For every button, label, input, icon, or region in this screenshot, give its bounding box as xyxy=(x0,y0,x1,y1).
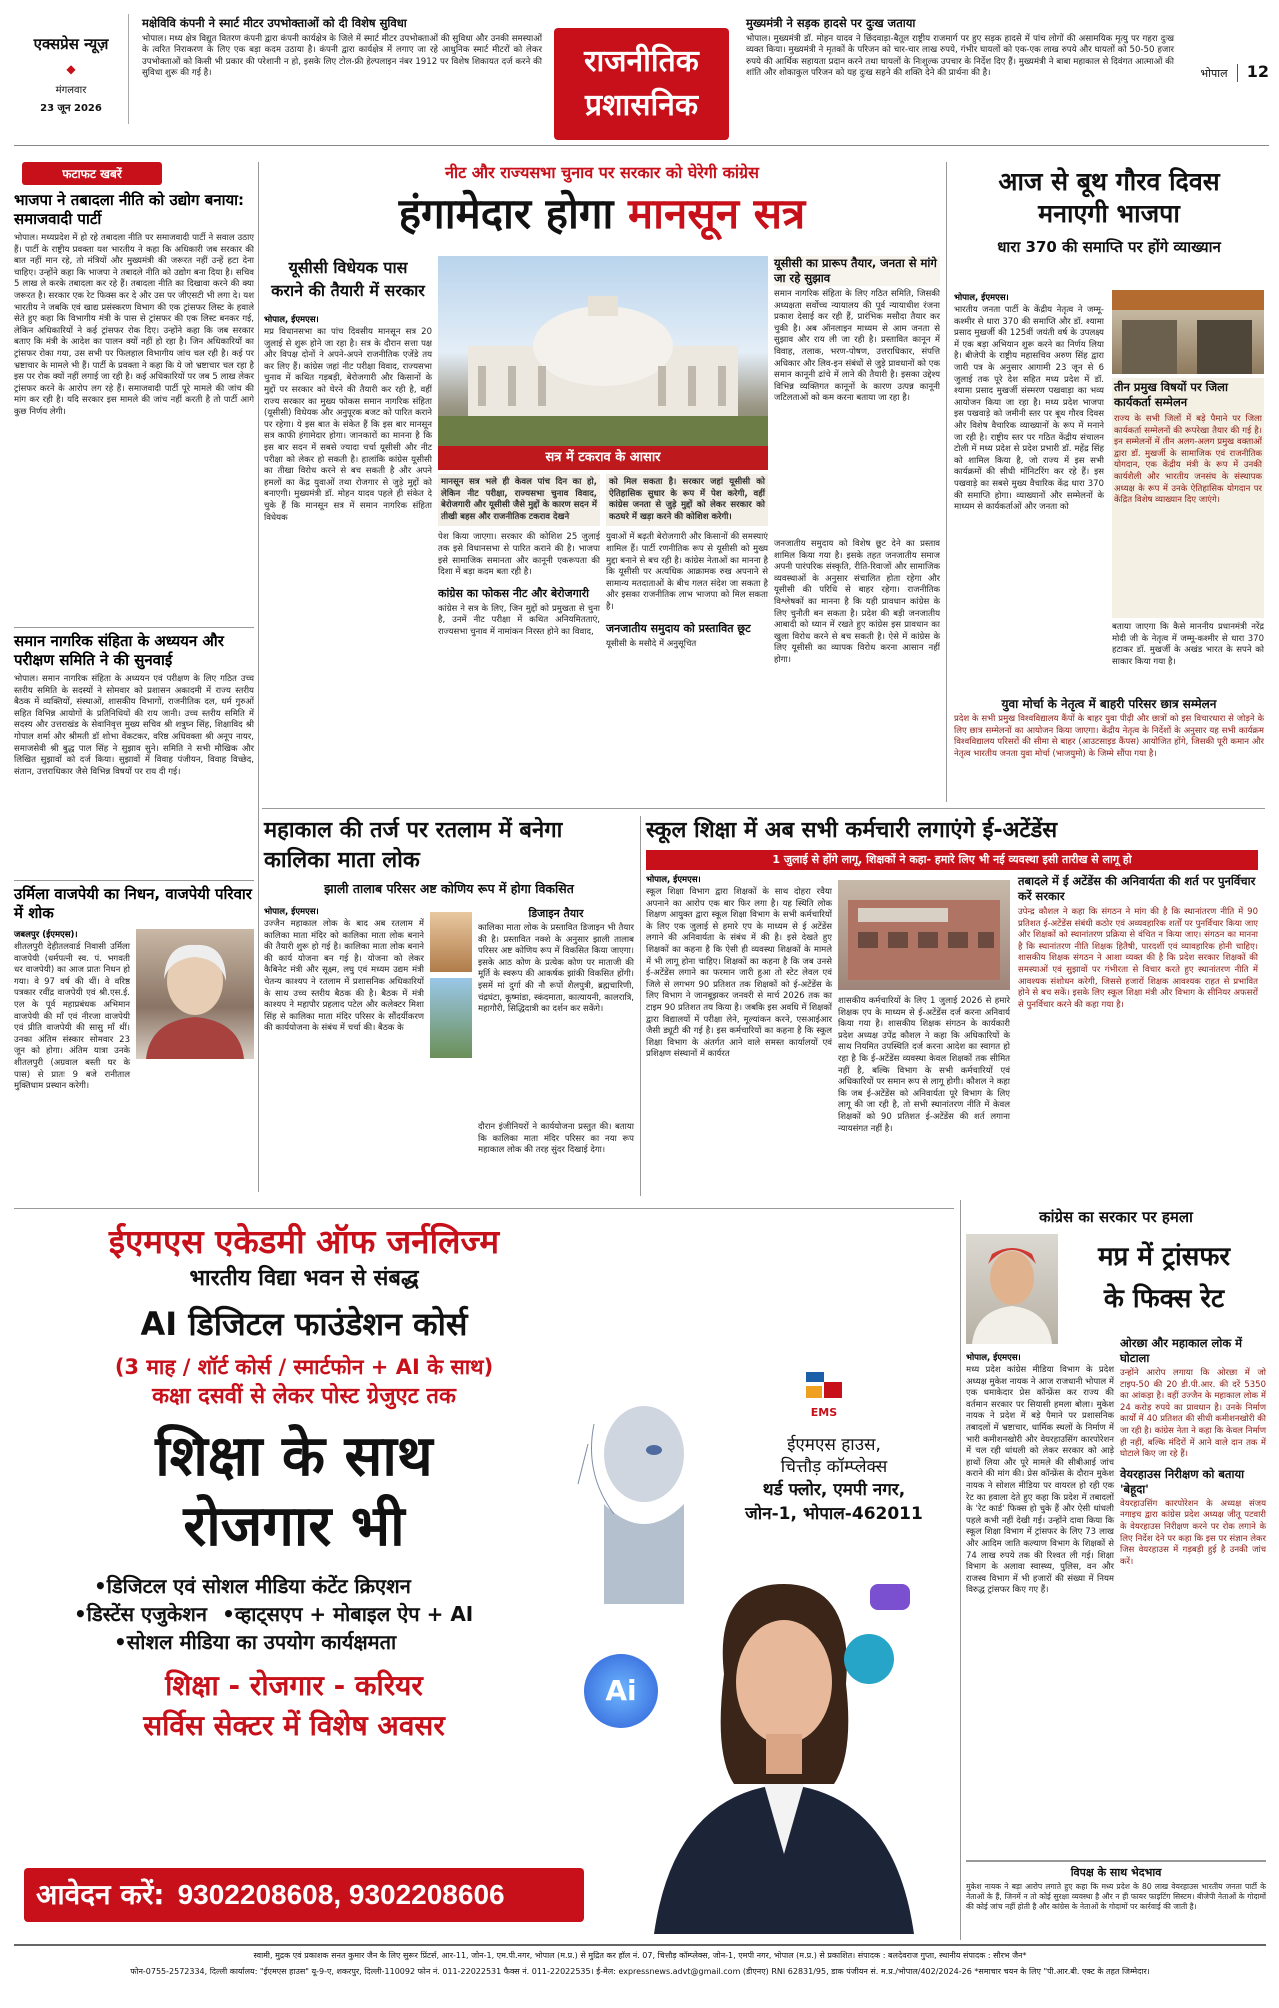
imprint-footer xyxy=(14,1950,1266,2000)
lead-dateline: भोपाल, ईएमएस। xyxy=(264,315,319,325)
ad-phones: 9302208608, 9302208606 xyxy=(177,1879,505,1910)
story-3-title: उर्मिला वाजपेयी का निधन, वाजपेयी परिवार में शोक xyxy=(14,885,252,922)
bjp-sub-box xyxy=(954,696,1264,806)
school-col-1 xyxy=(646,874,832,1196)
ad-address-3: थर्ड फ्लोर, एमपी नगर, xyxy=(762,1480,906,1500)
transfer-side-title: ओरछा और महाकाल लोक में घोटाला xyxy=(1120,1336,1243,1365)
ad-slogan-2: रोजगार भी xyxy=(183,1494,405,1559)
school-col-2 xyxy=(838,996,1010,1196)
brief-2 xyxy=(746,16,1174,126)
ad-bullet-2: •डिस्टेंस एजुकेशन xyxy=(74,1602,207,1626)
chat-bubble-icon xyxy=(870,1584,910,1610)
lead-right-title: यूसीसी का प्रारूप तैयार, जनता से मांगे जा रहे सुझाव xyxy=(774,256,940,286)
bjp-dateline: भोपाल, ईएमएस। xyxy=(954,293,1009,303)
school-title: स्कूल शिक्षा में अब सभी कर्मचारी लगाएंगे ई-अटेंडेंस xyxy=(646,818,1058,843)
bjp-title-1: आज से बूथ गौरव दिवस xyxy=(998,167,1220,196)
transfer-dateline: भोपाल, ईएमएस। xyxy=(966,1353,1021,1363)
section-label-box xyxy=(554,28,729,140)
lead-col3-bottom: युवाओं में बढ़ती बेरोजगारी और किसानों की समस्याएं शामिल हैं। पार्टी रणनीतिक रूप से यूसीसी को मुख्य मुद्दा बनाने से बच रही है। कांग्रेस नेताओं का मानना है कि यूसीसी पर अत्यधिक आक्रामक रुख अपनाने से सामान्य मतदाताओं के बीच गलत संदेश जा सकता है और इसका राजनीतिक लाभ भाजपा को मिल सकता है। xyxy=(606,532,768,612)
ad-tag-1: शिक्षा - रोजगार - करियर xyxy=(165,1669,423,1702)
city-page xyxy=(1184,62,1269,92)
mahakal-subtitle: झाली तालाब परिसर अष्ट कोणिय रूप में होगा विकसित xyxy=(324,881,574,896)
ad-eligibility: कक्षा दसवीं से लेकर पोस्ट ग्रेजुएट तक xyxy=(152,1384,456,1409)
bottom-kicker: विपक्ष के साथ भेदभाव xyxy=(1070,1866,1162,1879)
mahakal-story xyxy=(264,816,634,1236)
ems-advertisement xyxy=(14,1214,954,1934)
logo-mark-icon: ◆ xyxy=(66,62,76,76)
brief-1 xyxy=(142,16,542,126)
city: भोपाल xyxy=(1200,67,1228,80)
lead-side-title: यूसीसी विधेयक पास कराने की तैयारी में सरकार xyxy=(271,258,425,300)
transfer-col-1 xyxy=(966,1352,1114,1936)
lead-kicker: नीट और राज्यसभा चुनाव पर सरकार को घेरेगी कांग्रेस xyxy=(445,163,759,182)
school-body-1: स्कूल शिक्षा विभाग द्वारा शिक्षकों के साथ दोहरा रवैया अपनाने का आरोप एक बार फिर लगा है। यह स्थिति लोक शिक्षण आयुक्त द्वारा स्कूल शिक्षा विभाग के सभी कर्मचारियों के लिए एक जुलाई से हमारे एप के माध्यम से ई अटेंडेंस लगाने की अनिवार्यता के संबंध में की है। इसे देखते हुए शिक्षकों का कहना है कि ऐसी ही व्यवस्था शिक्षकों के मामले में भी लागू होना चाहिए। शिक्षकों का कहना है कि जब उनसे ई-अटेंडेंस लगाने का फरमान जारी हुआ तो स्टेट लेवल एवं जिले से लगभग 90 प्रतिशत तक शिक्षकों को ई-अटेंडेंस के लिए विभाग ने जानबूझकर जनवरी से मार्च 2026 तक का टाइम 90 प्रतिशत तय किया है। जबकि इस अवधि में शिक्षकों द्वारा विद्यालयों में परीक्षा लेने, मूल्यांकन करने, एसआईआर जैसी ड्यूटी की गई है। इस कर्मचारियों का कहना है कि स्कूल शिक्षा विभाग के अंतर्गत आने वाले समस्त कार्यालयों एवं प्रशिक्षण संस्थानों में कार्यरत xyxy=(646,887,832,1060)
transfer-bottom-full xyxy=(966,1860,1266,1862)
story-1-title: भाजपा ने तबादला नीति को उद्योग बनाया: समाजवादी पार्टी xyxy=(14,191,245,228)
paper-name: एक्सप्रेस न्यूज़ xyxy=(33,35,109,53)
lead-col3-top: को मिल सकता है। सरकार जहां यूसीसी को ऐतिहासिक सुधार के रूप में पेश करेगी, वहीं कांग्रेस जनता से जुड़े मुद्दों को लेकर सरकार को कठघरे में खड़ा करने की कोशिश करेगी। xyxy=(606,474,768,526)
obituary-photo xyxy=(136,929,254,1059)
imprint-line-1: स्वामी, मुद्रक एवं प्रकाशक सनत कुमार जैन के लिए सुरूर प्रिंटर्स, आर-11, जोन-1, एम.पी.नगर, भोपाल (म.प्र.) से मुद्रित कर हॉल नं. 07, चित्तौड़ कॉम्प्लेक्स, जोन-1, एमपी नगर, भोपाल (म.प्र.) से प्रकाशित। संपादक : बलदेवराज गुप्ता, स्थानीय संपादक : सौरभ जैन* xyxy=(253,1951,1027,1960)
school-banner: 1 जुलाई से होंगे लागू, शिक्षकों ने कहा- हमारे लिए भी नई व्यवस्था इसी तारीख से लागू हो xyxy=(646,850,1258,870)
school-side-body: उपेन्द्र कौशल ने कहा कि संगठन ने मांग की है कि स्थानांतरण नीति में 90 प्रतिशत ई-अटेंडेंस संबंधी कठोर एवं अव्यवहारिक शर्तों पर पुनर्विचार किया जाए और शिक्षकों को स्थानांतरण प्रक्रिया से वंचित न किया जाए। संगठन का मानना है कि स्थानांतरण नीति शिक्षक हितैषी, पारदर्शी एवं व्यावहारिक होनी चाहिए। शासकीय शिक्षक संगठन ने आशा व्यक्त की है कि प्रदेश सरकार शिक्षकों की समस्याओं एवं सुझावों पर गंभीरता से विचार करते हुए स्थानांतरण नीति में आवश्यक संशोधन करेगी, जिससे हजारों शिक्षक आवश्यक राहत से प्रभावित होने से बच सकें। इसके लिए स्कूल शिक्षा मंत्री और विभाग के सीनियर अफसरों से पुनर्विचार करने की कहा गया है। xyxy=(1018,907,1258,1010)
transfer-body: मध्य प्रदेश कांग्रेस मीडिया विभाग के प्रदेश अध्यक्ष मुकेश नायक ने आज राजधानी भोपाल में एक धमाकेदार प्रेस कॉन्फ्रेंस कर राज्य की वर्तमान सरकार पर सियासी हमला बोला। मुकेश नायक ने प्रदेश में बड़े पैमाने पर प्रशासनिक तबादलों में भ्रष्टाचार, धार्मिक स्थलों के निर्माण में भारी कमीशनखोरी और वेयरहाउसिंग कारपोरेशन में चल रही धांधली को लेकर सरकार को आड़े हाथों लिया और पूरे मामले की सीबीआई जांच कराने की मांग की। प्रेस कॉन्फ्रेंस के दौरान मुकेश नायक ने सोशल मीडिया पर वायरल हो रही एक रेट का हवाला देते हुए कहा कि प्रदेश में तबादलों के 'रेट कार्ड' फिक्स हो चुके हैं और ऐसी धांधली पहले कभी नहीं देखी गई। उन्होंने दावा किया कि स्कूल शिक्षा विभाग में ट्रांसफर के लिए 73 लाख और आदिम जाति कल्याण विभाग के शिक्षकों से 74 लाख रुपये तक की रिश्वत ली गई। शिक्षा विभाग के अलावा स्वास्थ्य, पुलिस, वन और राजस्व विभाग में भी हजारों की संख्या में नियम विरुद्ध ट्रांसफर किए गए हैं। xyxy=(966,1365,1114,1596)
ad-bullet-3: •व्हाट्सएप + मोबाइल ऐप + AI xyxy=(222,1602,474,1626)
ad-bullet-1: •डिजिटल एवं सोशल मीडिया कंटेंट क्रिएशन xyxy=(94,1574,411,1598)
woman-graphic xyxy=(634,1554,934,1934)
lead-story xyxy=(264,162,940,792)
kalika-photo xyxy=(430,912,472,972)
mahakal-col-1 xyxy=(264,906,424,1196)
bjp-sub-title: युवा मोर्चा के नेतृत्व में बाहरी परिसर छात्र सम्मेलन xyxy=(1001,697,1217,711)
bjp-photo xyxy=(1112,290,1264,374)
ems-logo-text: EMS xyxy=(810,1406,838,1419)
page-number: 12 xyxy=(1246,62,1269,81)
ad-affiliation: भारतीय विद्या भवन से संबद्ध xyxy=(189,1266,419,1291)
bjp-story xyxy=(954,166,1264,806)
brief-1-body: भोपाल। मध्य क्षेत्र विद्युत वितरण कंपनी द्वारा कंपनी कार्यक्षेत्र के जिले में स्मार्ट मीटर उपभोक्ताओं की सुविधा और उनकी समस्याओं के त्वरित निराकरण के लिए एक बड़ा कदम उठाया है। कंपनी द्वारा कार्यक्षेत्र में लगाए जा रहे आधुनिक स्मार्ट मीटरों को लेकर उपभोक्ताओं को किसी भी प्रकार की परेशानी न हो, इसके लिए टोल-फ्री हेल्पलाइन नंबर 1912 पर विशेष शिकायत दर्ज करने की सुविधा शुरू की गई है। xyxy=(142,34,542,78)
ad-slogan-1: शिक्षा के साथ xyxy=(155,1424,433,1489)
day: मंगलवार xyxy=(55,85,87,96)
lead-col2-bottom: पेश किया जाएगा। सरकार की कोशिश 25 जुलाई तक इसे विधानसभा से पारित कराने की है। भाजपा इसे सामाजिक समानता और कानूनी एकरूपता की दिशा में बड़ा कदम बता रही है। xyxy=(438,532,600,578)
mahakal-dateline: भोपाल, ईएमएस। xyxy=(264,907,319,917)
masthead xyxy=(14,14,1269,146)
school-side-title: तबादले में ई अटेंडेंस की अनिवार्यता की शर्त पर पुनर्विचार करें सरकार xyxy=(1018,874,1256,903)
mahakal-bottom xyxy=(478,1122,634,1196)
ai-badge: Ai xyxy=(584,1654,658,1728)
transfer-side-sub-body: वेयरहाउसिंग कारपोरेशन के अध्यक्ष संजय नगाइच द्वारा कांग्रेस प्रदेश अध्यक्ष जीतू पटवारी के वेयरहाउस निरीक्षण करने पर रोक लगाने के लिए निर्देश देने पर कहा कि इस पर संज्ञान लेकर जिस वेयरहाउस में गड़बड़ी हुई है उनकी जांच करें। xyxy=(1120,1498,1266,1567)
school-dateline: भोपाल, ईएमएस। xyxy=(646,875,701,885)
ad-visual xyxy=(574,1334,954,1934)
transfer-title-2: के फिक्स रेट xyxy=(1103,1284,1225,1314)
ems-logo xyxy=(802,1368,846,1422)
mahakal-sub: डिजाइन तैयार xyxy=(528,907,584,920)
bottom-body-strip xyxy=(966,1882,1266,1942)
school-story xyxy=(646,816,1266,1196)
ad-bullet-4: •सोशल मीडिया का उपयोग कार्यक्षमता xyxy=(114,1630,397,1654)
bottom-body: मुकेश नायक ने बड़ा आरोप लगाते हुए कहा कि मध्य प्रदेश के 80 लाख वेयरहाउस भारतीय जनता पार्टी के नेताओं के हैं, जिनमें न तो कोई सुरक्षा व्यवस्था है और न ही फायर फाइटिंग सिस्टम। बीजेपी नेताओं के गोदामों की कोई जांच नहीं होती है और कांग्रेस के नेताओं के गोदामों पर कार्रवाई की जाती है। xyxy=(966,1882,1266,1911)
mahakal-body: उज्जैन महाकाल लोक के बाद अब रतलाम में कालिका माता मंदिर को कालिका माता लोक बनाने की तैयारी शुरू हो गई है। कालिका माता लोक बनाने की कार्य योजना बन गई है। योजना को लेकर कैबिनेट मंत्री और सूक्ष्म, लघु एवं मध्यम उद्यम मंत्री चेतन्य काश्यप ने रतलाम में प्रशासनिक अधिकारियों के साथ उच्च स्तरीय बैठक की है। बैठक में मंत्री काश्यप ने महापौर प्रहलाद पटेल और कलेक्टर मिशा सिंह से कालिका माता मंदिर परिसर के सौंदर्यीकरण की कार्ययोजना के संबंध में चर्चा की। बैठक के xyxy=(264,919,424,1034)
lead-col-4 xyxy=(774,256,940,792)
bjp-subtitle: धारा 370 की समाप्ति पर होंगे व्याख्यान xyxy=(997,238,1221,256)
story-1-body: भोपाल। मध्यप्रदेश में हो रहे तबादला नीति पर समाजवादी पार्टी ने सवाल उठाए हैं। पार्टी के राष्ट्रीय प्रवक्ता यश भारतीय ने कहा कि अधिकारी जब सरकार की बात नहीं मान रहे, तो मंत्रियों और मुख्यमंत्री की जरूरत नहीं उन्हें हटा देना चाहिए। उन्होंने कहा कि भाजपा ने तबादले नीति को उद्योग बना दिया है। सचिव 5 लाख ले करके तबादला कर रहे हैं। तबादला नीति का दिखावा करने की क्या जरूरत है। सरकार एक रेट फिक्स कर दे और उस पर जीएसटी भी लगा दे। यश भारतीय ने जबकि एवं खाद्य प्रसंस्करण विभाग की एक ट्रांसफर लिस्ट के हवाले सेते हुए कहा कि विभागीय मंत्री के पास से ट्रांसफर की एक लिस्ट बनकर गई, लेकिन अधिकारियों ने कई ट्रांसफर रोक दिए। उन्होंने कहा कि जब सरकार बताए कि मंत्री के आदेश का पालन क्यों नहीं हो रहा है। जिन अधिकारियों का ट्रांसफर रोका गया, उस सभी पर फिलहाल विभागीय जांच चल रही है। कई पर भ्रष्टाचार के मामले भी हैं। पार्टी के प्रवक्ता ने कहा कि ये जो भ्रष्टाचार चल रहा है इस पर रोक क्यों नहीं लगाई जा रही है। कई अधिकारियों पर जब 5 लाख लेकर ट्रांसफर करने के आरोप लग रहे हैं। समाजवादी पार्टी पूरे मामले की जांच की मांग कर रही है। यदि सरकार इस मामले की जांच नहीं करती है तो पार्टी आगे कुछ निर्णय लेगी। xyxy=(14,233,254,417)
ad-title: ईएमएस एकेडमी ऑफ जर्नलिज्म xyxy=(108,1222,500,1261)
left-column xyxy=(14,162,254,1302)
school-photo xyxy=(838,880,1010,990)
ad-address-1: ईएमएस हाउस, xyxy=(787,1435,881,1455)
lead-title-part1: हंगामेदार होगा xyxy=(398,189,614,238)
bjp-photo-caption-box xyxy=(1112,378,1264,618)
lead-right-body2: जनजातीय समुदाय को विशेष छूट देने का प्रस्ताव शामिल किया गया है। इसके तहत जनजातीय समाज अपनी पारंपरिक संस्कृति, रीति-रिवाजों और सामाजिक व्यवस्थाओं के अनुसार संचालित होता रहेगा और यूसीसी की परिधि से बाहर रहेगा। राजनीतिक विश्लेषकों का मानना है कि यही प्रावधान कांग्रेस के लिए चुनौती बन सकता है। प्रदेश की बड़ी जनजातीय आबादी को ध्यान में रखते हुए कांग्रेस इस प्रावधान का खुला विरोध करने से बच सकती है। ऐसे में कांग्रेस के लिए यूसीसी का व्यापक विरोध करना आसान नहीं होगा। xyxy=(774,539,940,665)
bjp-sub-body: प्रदेश के सभी प्रमुख विश्वविद्यालय कैंपों के बाहर युवा पीढ़ी और छात्रों को इस विचारधारा से जोड़ने के लिए छात्र सम्मेलनों का आयोजन किया जाएगा। केंद्रीय नेतृत्व के निर्देशों के अनुसार यह सभी कार्यक्रम विश्वविद्यालय परिसरों की सीमा से बाहर (आउटसाइड कैंपस) आयोजित होंगे, जिसकी पूरी कमान और नेतृत्व भारतीय जनता युवा मोर्चा (भाजयुमो) के जिम्मे सौंपा गया है। xyxy=(954,714,1264,759)
lead-sub1: कांग्रेस का फोकस नीट और बेरोजगारी xyxy=(438,586,590,600)
ad-apply-bar xyxy=(24,1868,584,1922)
ad-course: AI डिजिटल फाउंडेशन कोर्स xyxy=(140,1305,468,1343)
assembly-photo xyxy=(438,256,768,470)
assembly-photo-caption: सत्र में टकराव के आसार xyxy=(438,446,768,470)
lead-col-2 xyxy=(438,474,600,792)
bjp-caption-body: राज्य के सभी जिलों में बड़े पैमाने पर जिला कार्यकर्ता सम्मेलनों की रूपरेखा तैयार की गई है। इन सम्मेलनों में तीन अलग-अलग प्रमुख वक्ताओं द्वारा डॉ. मुखर्जी के सामाजिक एवं राजनीतिक योगदान, एक केंद्रीय मंत्री के रूप में उनकी कार्यशैली और भारतीय जनसंघ के संस्थापक अध्यक्ष के रूप में उनके ऐतिहासिक योगदान पर केंद्रित विशेष व्याख्यान दिए जाएंगे। xyxy=(1114,414,1262,506)
lead-title xyxy=(264,186,940,242)
kalika-render xyxy=(430,978,472,1058)
mukesh-nayak-photo xyxy=(966,1234,1058,1344)
mahakal-title: महाकाल की तर्ज पर रतलाम में बनेगा कालिका माता लोक xyxy=(264,818,563,873)
bjp-body-2: बताया जाएगा कि कैसे माननीय प्रधानमंत्री नरेंद्र मोदी जी के नेतृत्व में जम्मू-कश्मीर से धारा 370 हटाकर डॉ. मुखर्जी के अखंड भारत के सपने को साकार किया गया है। xyxy=(1112,622,1264,667)
ad-address xyxy=(714,1434,954,1554)
ad-apply-label: आवेदन करें: xyxy=(36,1878,165,1911)
lead-right-body1: समान नागरिक संहिता के लिए गठित समिति, जिसकी अध्यक्षता सर्वोच्च न्यायालय की पूर्व न्यायाधीश रंजना प्रकाश देसाई कर रही हैं, प्रारंभिक मसौदा तैयार कर चुकी है। अब ऑनलाइन माध्यम से आम जनता से सुझाव और राय ली जा रही है। प्रस्तावित कानून में विवाह, तलाक, भरण-पोषण, उत्तराधिकार, संपत्ति अधिकार और लिव-इन संबंधों से जुड़े प्रावधानों को एक समान कानूनी ढांचे में लाने की तैयारी है। इसका उद्देश्य विभिन्न व्यक्तिगत कानूनों के कारण उत्पन्न कानूनी जटिलताओं को कम करना बताया जा रहा है। xyxy=(774,289,940,404)
transfer-side-sub: वेयरहाउस निरीक्षण को बताया 'बेहूदा' xyxy=(1120,1466,1245,1496)
ad-tag-2: सर्विस सेक्टर में विशेष अवसर xyxy=(143,1709,445,1742)
story-2-title: समान नागरिक संहिता के अध्ययन और परीक्षण समिति ने की सुनवाई xyxy=(14,632,224,669)
brief-2-title: मुख्यमंत्री ने सड़क हादसे पर दुःख जताया xyxy=(746,16,916,30)
lead-col-3 xyxy=(606,474,768,792)
transfer-kicker: कांग्रेस का सरकार पर हमला xyxy=(1039,1208,1193,1226)
story-3-dateline: जबलपुर (ईएमएस)। xyxy=(14,930,78,940)
story-2-body: भोपाल। समान नागरिक संहिता के अध्ययन एवं परीक्षण के लिए गठित उच्च स्तरीय समिति के सदस्यों ने सोमवार को प्रशासन अकादमी में राज्य स्तरीय बैठक में व्यक्तियों, संस्थाओं, शासकीय विभागों, राजनीतिक दल, धर्म गुरुओं सहित विभिन्न आयोगों के प्रतिनिधियों की राय जानी। उच्च स्तरीय समिति में सदस्य और उत्तराखंड के सेवानिवृत्त मुख्य सचिव श्री शत्रुघ्न सिंह, शिक्षाविद श्री गोपाल शर्मा और श्रीमती डॉ शोभा वेंकटकर, वरिष्ठ अधिवक्ता श्री अनूप नायर, समाजसेवी श्री बुद्ध पाल सिंह ने सुझाव सुने। समिति ने सभी मौखिक और लिखित सुझावों को दर्ज किया। सुझावों में विवाह पंजीयन, विवाह विच्छेद, संतान, उत्तराधिकार जैसे विभिन्न विषयों पर राय दी गई। xyxy=(14,674,254,777)
paper-logo-box xyxy=(14,14,129,124)
ad-duration: (3 माह / शॉर्ट कोर्स / स्मार्टफोन + AI के साथ) xyxy=(114,1355,494,1379)
section-label: राजनीतिक प्रशासनिक xyxy=(584,44,699,123)
lead-body: मप्र विधानसभा का पांच दिवसीय मानसून सत्र 20 जुलाई से शुरू होने जा रहा है। सत्र के दौरान सत्ता पक्ष और विपक्ष दोनों ने अपने-अपने राजनीतिक एजेंडे तय कर लिए हैं। कांग्रेस जहां नीट परीक्षा विवाद, राज्यसभा चुनाव में कथित गड़बड़ी, बेरोजगारी और किसानों के मुद्दों पर सरकार को घेरने की तैयारी कर रही है, वहीं राज्य सरकार का मुख्य फोकस समान नागरिक संहिता (यूसीसी) विधेयक और अनुपूरक बजट को पारित कराने पर रहेगा। ये इस बात के संकेत हैं कि इस बार मानसून सत्र काफी हंगामेदार होगा। जानकारों का मानना है कि इस बार सदन में सबसे ज्यादा चर्चा यूसीसी और नीट परीक्षा को लेकर हो सकती है। हालांकि कांग्रेस यूसीसी का तीखा विरोध करने से बच सकती है और अपने हमलों का केंद्र युवाओं तथा रोजगार से जुड़े मुद्दों को बनाएगी। मुख्यमंत्री डॉ. मोहन यादव पहले ही संकेत दे चुके हैं कि मानसून सत्र में समान नागरिक संहिता विधेयक xyxy=(264,327,432,523)
avatar-icon xyxy=(844,1634,894,1684)
story-3-body: शीतलपुरी देहीतलवार्ड निवासी उर्मिला वाजपेयी (धर्मपत्नी स्व. पं. भगवती धर वाजपेयी) का आज प्रातः निधन हो गया। वे 97 वर्ष की थीं। वे वरिष्ठ पत्रकार रवींद्र वाजपेयी एवं श्री.एस.ई. एल के पूर्व महाप्रबंधक अभिमान वाजपेयी की माँ एवं नीरजा वाजपेयी एवं प्रीति वाजपेयी की सासु माँ थीं। उनका अंतिम संस्कार सोमवार 23 जून को होगा। अंतिम यात्रा उनके शीतलपुरी (अग्रवाल बस्ती घर के पास) से प्रातः 9 बजे रानीताल मुक्तिधाम प्रस्थान करेगी। xyxy=(14,942,130,1092)
lead-col-1 xyxy=(264,256,432,792)
brief-2-body: भोपाल। मुख्यमंत्री डॉ. मोहन यादव ने छिंदवाड़ा-बैतूल राष्ट्रीय राजमार्ग पर हुए सड़क हादसे में पांच लोगों की असामयिक मृत्यु पर गहरा दुःख व्यक्त किया। मुख्यमंत्री ने मृतकों के परिजन को चार-चार लाख रुपये, गंभीर घायलों को एक-एक लाख रुपये और घायलों को 50-50 हजार रुपये की आर्थिक सहायता प्रदान करने तथा घायलों के निःशुल्क उपचार के निर्देश दिए हैं। मुख्यमंत्री ने बाबा महाकाल से दिवंगत आत्माओं की शांति और शोकाकुल परिजन को यह दुःख सहने की शक्ति देने की प्रार्थना की है। xyxy=(746,34,1174,78)
school-body-2: शासकीय कर्मचारियों के लिए 1 जुलाई 2026 से हमारे शिक्षक एप के माध्यम से ई-अटेंडेंस दर्ज करना अनिवार्य किया गया है। शासकीय शिक्षक संगठन के कार्यकारी प्रदेश अध्यक्ष उपेंद्र कौशल ने कहा कि अधिकारियों के साथ नियमित उपस्थिति दर्ज करना आदेश का स्वागत हो रहा है कि ई-अटेंडेंस व्यवस्था केवल शिक्षकों तक सीमित नहीं है, बल्कि विभाग के सभी कर्मचारियों एवं अधिकारियों पर समान रूप से लागू होगी। कौशल ने कहा कि जब ई-अटेंडेंस को अनिवार्यता पूरे विभाग के लिए लागू की जा रही है, तो सभी स्थानांतरण नीति में केवल शिक्षकों को 90 प्रतिशत ई-अटेंडेंस की शर्त लगाना न्यायसंगत नहीं है। xyxy=(838,996,1010,1134)
bottom-body-box xyxy=(14,1944,1266,1946)
lead-sub1-body: कांग्रेस ने सत्र के लिए, जिन मुद्दों को प्रमुखता से चुना है, उनमें नीट परीक्षा में कथित अनियमितताएं, राज्यसभा चुनाव में नामांकन निरस्त होने का विवाद, xyxy=(438,603,600,637)
bjp-col-1 xyxy=(954,292,1104,692)
date: 23 जून 2026 xyxy=(40,103,102,114)
mahakal-sub-body: कालिका माता लोक के प्रस्तावित डिजाइन भी तैयार की है। प्रस्तावित नक्शे के अनुसार झाली तालाब परिसर अष्ट कोणिय रूप में विकसित किया जाएगा। इसके आठ कोण के प्रत्येक कोण पर माताजी की मूर्ति के स्वरूप की आकर्षक झांकी विकसित होंगी। इसमें मां दुर्गा की नौ रूपों शैलपुत्री, ब्रह्मचारिणी, चंद्रघंटा, कूष्मांडा, स्कंदमाता, कात्यायनी, कालरात्रि, महागौरी, सिद्धिदात्री का दर्शन कर सकेंगे। xyxy=(478,923,634,1015)
bjp-col-2b xyxy=(1112,622,1264,692)
story-3-body-cont xyxy=(14,1086,254,1156)
school-side xyxy=(1018,874,1258,1196)
bjp-title-2: मनाएगी भाजपा xyxy=(1038,199,1180,228)
transfer-title-1: मप्र में ट्रांसफर xyxy=(1097,1242,1231,1272)
bjp-body: भारतीय जनता पार्टी के केंद्रीय नेतृत्व ने जम्मू-कश्मीर से धारा 370 की समाप्ति और डॉ. श्यामा प्रसाद मुखर्जी की 125वीं जयंती वर्ष के उपलक्ष्य में एक बड़ा अभियान शुरू करने का निर्णय लिया है। बीजेपी के राष्ट्रीय महासचिव अरुण सिंह द्वारा जारी पत्र के अनुसार आगामी 23 जून से 6 जुलाई तक पूरे देश सहित मध्य प्रदेश में डॉ. श्यामा प्रसाद मुखर्जी संस्मरण पखवाड़ा का भव्य आयोजन किया जा रहा है। मध्य प्रदेश भाजपा इस पखवाड़े को जमीनी स्तर पर बूथ गौरव दिवस और विशेष वैचारिक व्याख्यानों के रूप में मनाने जा रही है। राष्ट्रीय स्तर पर गठित केंद्रीय संचालन टोली में मध्य प्रदेश से प्रदेश प्रभारी डॉ. महेंद्र सिंह को शामिल किया है, जो राज्य में इस सभी कार्यक्रमों की सीधी मॉनिटरिंग कर रहे हैं। इस पखवाड़े का सबसे मुख्य वैचारिक केंद्र धारा 370 की समाप्ति होगा। व्याख्यानों और सम्मेलनों के माध्यम से कार्यकर्ताओं और जनता को xyxy=(954,305,1104,513)
mahakal-bottom-text: दौरान इंजीनियरों ने कार्ययोजना प्रस्तुत की। बताया कि कालिका माता मंदिर परिसर का नया रूप महाकाल लोक की तरह सुंदर दिखाई देगा। xyxy=(478,1122,634,1156)
transfer-side xyxy=(1120,1336,1266,1856)
lead-sub2-body: यूसीसी के मसौदे में अनुसूचित xyxy=(606,638,697,649)
lead-col2-top: मानसून सत्र भले ही केवल पांच दिन का हो, लेकिन नीट परीक्षा, राज्यसभा चुनाव विवाद, बेरोजगारी और यूसीसी जैसे मुद्दों के कारण सदन में तीखी बहस और राजनीतिक टकराव देखने xyxy=(438,474,600,526)
left-column-header: फटाफट खबरें xyxy=(22,162,162,185)
transfer-story xyxy=(966,1206,1266,1936)
lead-title-part2: मानसून सत्र xyxy=(628,189,806,238)
brief-1-title: मक्षेविवि कंपनी ने स्मार्ट मीटर उपभोक्ताओं को दी विशेष सुविधा xyxy=(142,16,407,30)
transfer-side-body: उन्होंने आरोप लगाया कि ओरछा में जो टाइप-50 की 20 डी.पी.आर. की दरें 5350 का आंकड़ा है। वहीं उज्जैन के महाकाल लोक में 24 करोड़ रुपये का प्रावधान है। उनके निर्माण कार्यों में 40 प्रतिशत की सीधी कमीशनखोरी की जा रही है। कांग्रेस नेता ने कहा कि केवल निर्माण ही नहीं, बल्कि मंदिरों में आने वाले दान तक में घोटाले किए जा रहे हैं। xyxy=(1120,1368,1266,1460)
bjp-caption-title: तीन प्रमुख विषयों पर जिला कार्यकर्ता सम्मेलन xyxy=(1114,380,1228,409)
lead-sub2: जनजातीय समुदाय को प्रस्तावित छूट xyxy=(606,621,751,635)
imprint-line-2: फोन-0755-2572334, दिल्ली कार्यालय: "ईएमएस हाउस" यू-9-ए, शकरपुर, दिल्ली-110092 फोन नं. 011-22022531 फैक्स नं. 011-22022535। ई-मेल: expressnews.advt@gmail.com (डीएनए) RNI 62831/95, डाक पंजीयन सं. म.प्र./भोपाल/402/2024-26 *समाचार चयन के लिए "पी.आर.बी. एक्ट के तहत जिम्मेदार। xyxy=(130,1967,1150,1976)
ad-address-4: जोन-1, भोपाल-462011 xyxy=(745,1504,923,1524)
ad-address-2: चित्तौड़ कॉम्प्लेक्स xyxy=(780,1457,888,1477)
